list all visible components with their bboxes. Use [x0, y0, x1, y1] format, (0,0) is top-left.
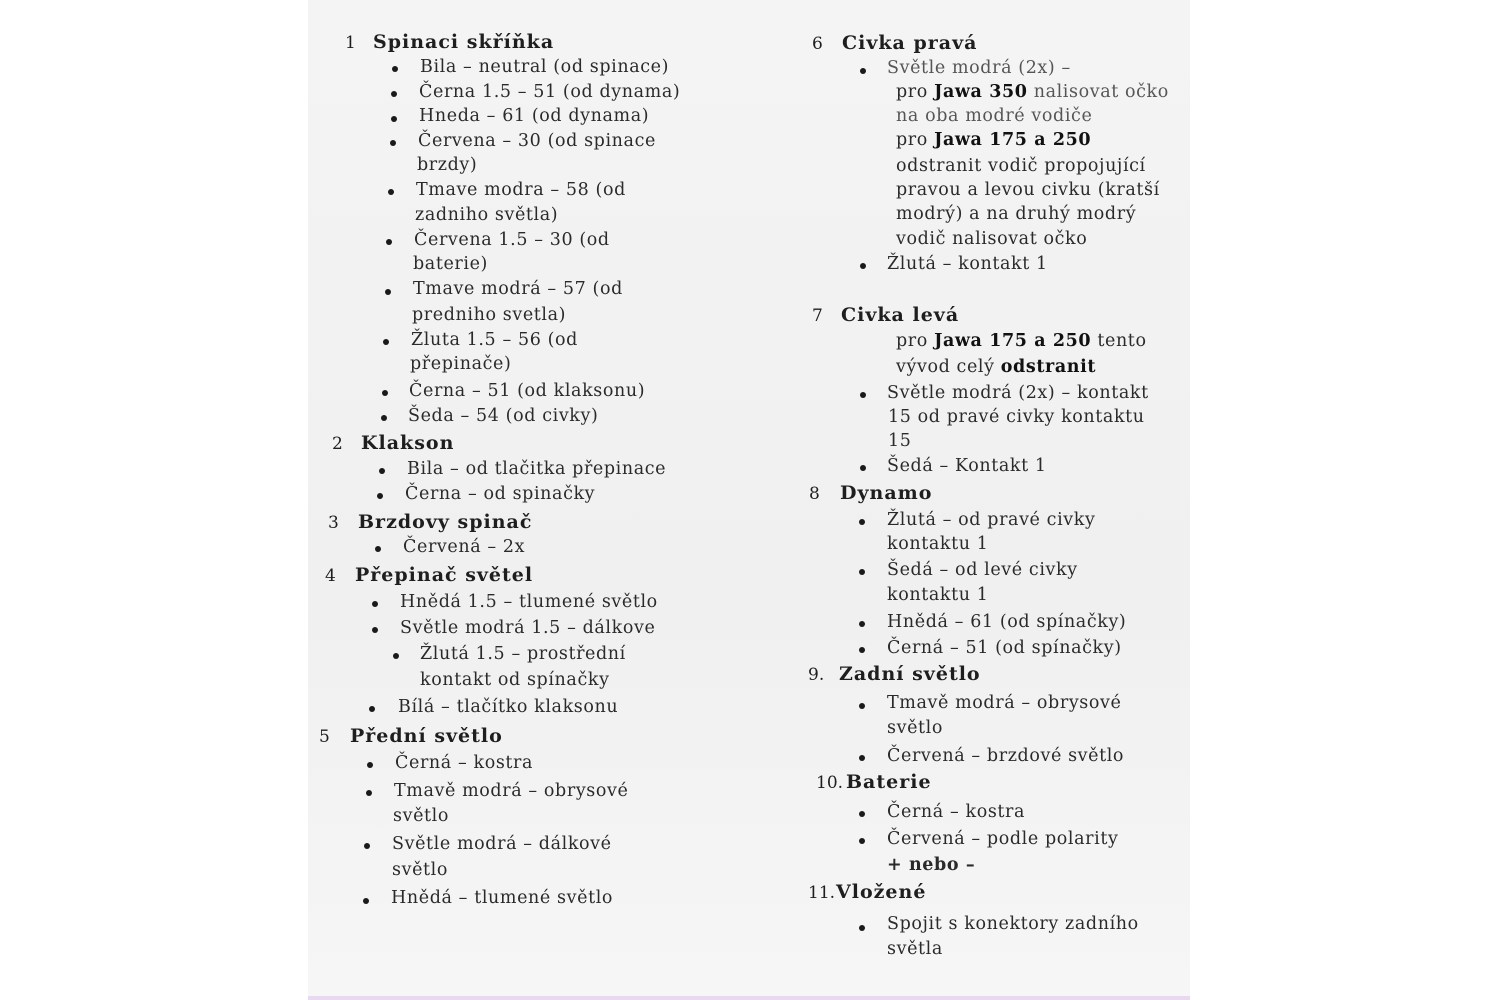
section-number: 1 — [345, 33, 356, 53]
list-item: Červena – 30 (od spinace — [418, 131, 656, 151]
section-number: 8 — [809, 484, 820, 504]
list-item: Hneda – 61 (od dynama) — [419, 106, 650, 126]
list-item: predniho svetla) — [412, 305, 567, 325]
bullet — [860, 263, 866, 269]
list-item: světlo — [393, 806, 449, 826]
list-item: Tmavě modrá – obrysové — [394, 781, 629, 801]
section-number: 6 — [812, 34, 823, 54]
list-item: přepinače) — [410, 354, 512, 374]
list-item-line: pro Jawa 350 nalisovat očko — [896, 82, 1169, 102]
section-title: Spinaci skříňka — [373, 31, 555, 53]
bullet — [859, 621, 865, 627]
list-item: modrý) a na druhý modrý — [896, 204, 1137, 224]
bullet — [366, 790, 372, 796]
section-number: 4 — [325, 566, 336, 586]
bullet — [859, 647, 865, 653]
list-item-line: vývod celý odstranit — [896, 357, 1097, 377]
list-item: Žlutá – kontakt 1 — [887, 254, 1048, 274]
list-item: Červena 1.5 – 30 (od — [414, 230, 610, 250]
section-title: Civka levá — [841, 304, 960, 326]
section-title: Dynamo — [840, 482, 933, 504]
section-number: 2 — [332, 434, 343, 454]
list-item: Bila – od tlačitka přepinace — [407, 459, 667, 479]
bullet — [383, 339, 389, 345]
bullet — [391, 91, 397, 97]
list-item: vodič nalisovat očko — [896, 229, 1088, 249]
list-item: Bílá – tlačítko klaksonu — [398, 697, 619, 717]
list-item: Světle modrá 1.5 – dálkove — [400, 618, 656, 638]
section-number: 7 — [812, 306, 823, 326]
bullet — [372, 601, 378, 607]
section-number: 9. — [808, 665, 825, 685]
list-item: Žluta 1.5 – 56 (od — [411, 330, 578, 350]
list-item: kontaktu 1 — [887, 534, 989, 554]
bullet — [367, 762, 373, 768]
list-item: baterie) — [413, 254, 488, 274]
bullet — [859, 703, 865, 709]
section-title: Přepinač světel — [355, 564, 534, 586]
bullet — [388, 189, 394, 195]
bullet — [381, 415, 387, 421]
section-number: 10. — [816, 773, 844, 793]
list-item: Černa – 51 (od klaksonu) — [409, 381, 646, 401]
bullet — [364, 843, 370, 849]
list-item: 15 od pravé civky kontaktu — [888, 407, 1145, 427]
section-number: 5 — [319, 727, 330, 747]
list-item: Šeda – 54 (od civky) — [408, 406, 599, 426]
bullet — [386, 239, 392, 245]
bullet — [392, 66, 398, 72]
list-item: Žlutá 1.5 – prostřední — [420, 644, 626, 664]
list-item: brzdy) — [417, 155, 478, 175]
bullet — [860, 68, 866, 74]
list-item: Šedá – Kontakt 1 — [887, 456, 1047, 476]
section-title: Baterie — [846, 771, 932, 793]
list-item: Světle modrá – dálkové — [392, 834, 612, 854]
list-item: + nebo – — [887, 855, 976, 875]
section-number: 3 — [328, 513, 339, 533]
section-title: Civka pravá — [842, 32, 978, 54]
list-item: Hnědá – 61 (od spínačky) — [887, 612, 1127, 632]
list-item: Šedá – od levé civky — [887, 560, 1078, 580]
list-item: světla — [887, 939, 943, 959]
section-title: Vložené — [836, 881, 927, 903]
section-title: Zadní světlo — [839, 663, 981, 685]
bullet — [375, 546, 381, 552]
list-item: Bila – neutral (od spinace) — [420, 57, 670, 77]
bullet — [390, 140, 396, 146]
list-item: Tmavě modrá – obrysové — [887, 693, 1122, 713]
list-item-line: pro Jawa 175 a 250 — [896, 130, 1092, 150]
list-item: kontaktu 1 — [887, 585, 989, 605]
list-item: Hnědá – tlumené světlo — [391, 888, 614, 908]
list-item: Černá – kostra — [395, 753, 534, 773]
bullet — [393, 653, 399, 659]
section-number: 11. — [808, 883, 836, 903]
list-item: zadniho světla) — [415, 205, 559, 225]
bullet — [372, 627, 378, 633]
list-item: Černá – kostra — [887, 802, 1026, 822]
bullet — [379, 468, 385, 474]
list-item: Světle modrá (2x) – kontakt — [887, 383, 1149, 403]
bullet — [859, 838, 865, 844]
list-item-line: pro Jawa 175 a 250 tento — [896, 331, 1147, 351]
list-item: Tmave modra – 58 (od — [416, 180, 626, 200]
list-item: kontakt od spínačky — [420, 670, 610, 690]
bullet — [860, 392, 866, 398]
section-title: Přední světlo — [350, 725, 503, 747]
list-item: odstranit vodič propojující — [896, 156, 1146, 176]
bullet — [859, 755, 865, 761]
bullet — [391, 116, 397, 122]
list-item: pravou a levou civku (kratší — [896, 180, 1160, 200]
section-title: Brzdovy spinač — [358, 511, 533, 533]
list-item: Světle modrá (2x) – — [887, 58, 1071, 78]
list-item: Tmave modrá – 57 (od — [413, 279, 623, 299]
list-item: Žlutá – od pravé civky — [887, 510, 1096, 530]
bullet — [859, 925, 865, 931]
list-item: Červená – podle polarity — [887, 829, 1119, 849]
list-item: Červená – 2x — [403, 537, 526, 557]
bullet — [860, 465, 866, 471]
bullet — [859, 519, 865, 525]
bullet — [859, 569, 865, 575]
list-item: 15 — [888, 431, 912, 451]
bullet — [363, 898, 369, 904]
bullet — [859, 811, 865, 817]
list-item: Černá – 51 (od spínačky) — [887, 638, 1122, 658]
list-item: světlo — [392, 860, 448, 880]
section-title: Klakson — [361, 432, 455, 454]
list-item: Červená – brzdové světlo — [887, 746, 1125, 766]
list-item: Hnědá 1.5 – tlumené světlo — [400, 592, 658, 612]
bullet — [377, 493, 383, 499]
list-item: Černa 1.5 – 51 (od dynama) — [419, 82, 681, 102]
bullet — [382, 390, 388, 396]
bullet — [369, 706, 375, 712]
list-item: Spojit s konektory zadního — [887, 914, 1139, 934]
list-item: na oba modré vodiče — [896, 106, 1093, 126]
list-item: Černa – od spinačky — [405, 484, 596, 504]
bullet — [385, 289, 391, 295]
list-item: světlo — [887, 718, 943, 738]
